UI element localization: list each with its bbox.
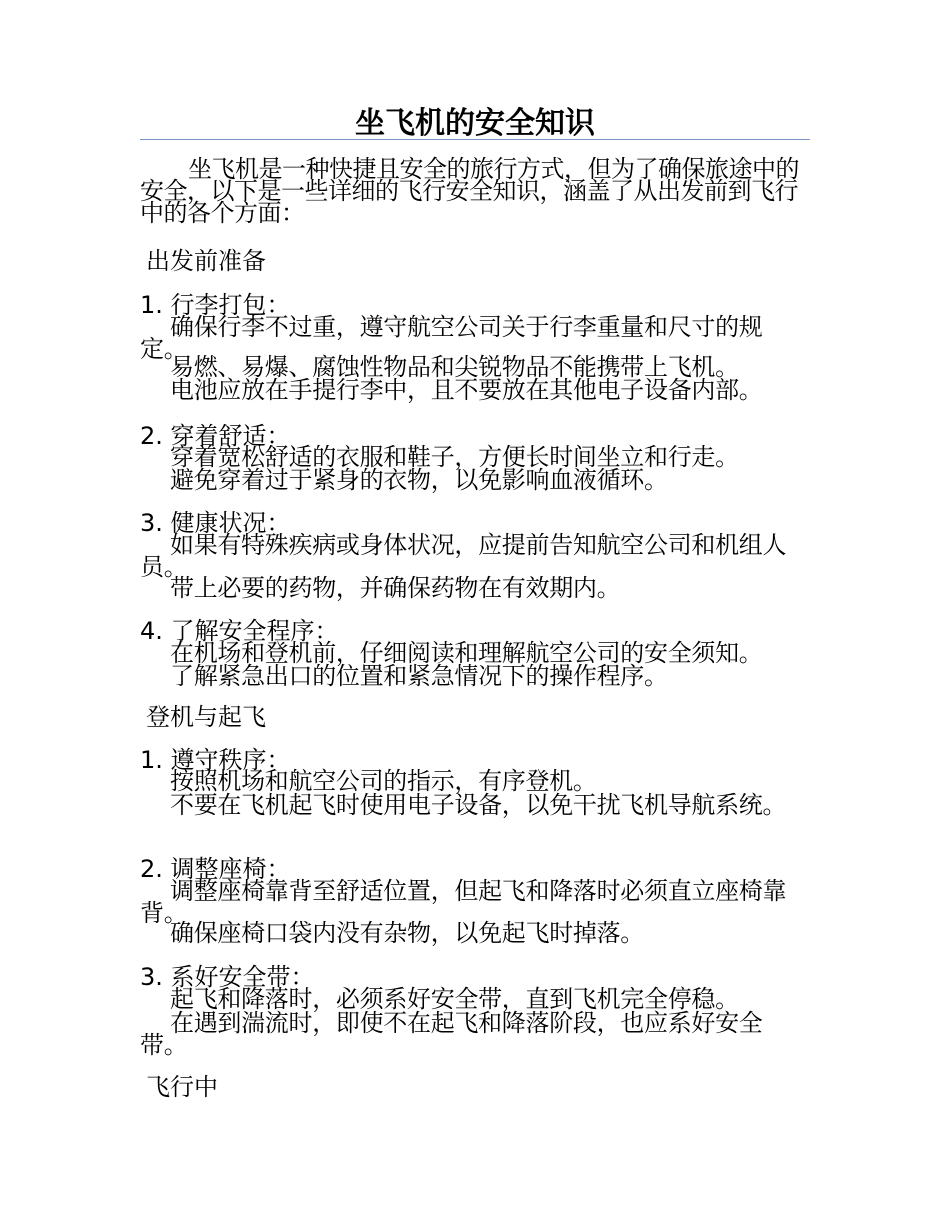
list-item-label: 4. 了解安全程序： xyxy=(140,617,339,645)
list-item-line: 调整座椅靠背至舒适位置，但起飞和降落时必须直立座椅靠背。 xyxy=(140,877,787,927)
list-item-line: 带上必要的药物，并确保药物在有效期内。 xyxy=(170,574,621,602)
list-item-line: 了解紧急出口的位置和紧急情况下的操作程序。 xyxy=(170,662,668,690)
list-item-line: 不要在飞机起飞时使用电子设备，以免干扰飞机导航系统。 xyxy=(170,791,787,819)
list-item-label: 2. 穿着舒适： xyxy=(140,422,291,450)
intro-paragraph: 坐飞机是一种快捷且安全的旅行方式，但为了确保旅途中的安全，以下是一些详细的飞行安全知识，涵盖了从出发前到飞行中的各个方面： xyxy=(140,155,799,227)
list-item-label: 3. 健康状况： xyxy=(140,509,291,537)
list-item-line: 起飞和降落时，必须系好安全带，直到飞机完全停稳。 xyxy=(170,985,739,1013)
list-item-label: 2. 调整座椅： xyxy=(140,855,291,883)
section-heading: 登机与起飞 xyxy=(146,703,266,731)
list-item-line: 穿着宽松舒适的衣服和鞋子，方便长时间坐立和行走。 xyxy=(170,443,739,471)
list-item-line: 易燃、易爆、腐蚀性物品和尖锐物品不能携带上飞机。 xyxy=(170,353,739,381)
list-item-line: 在遇到湍流时，即使不在起飞和降落阶段，也应系好安全带。 xyxy=(140,1009,763,1059)
list-item-line: 在机场和登机前，仔细阅读和理解航空公司的安全须知。 xyxy=(170,639,763,667)
section-heading: 出发前准备 xyxy=(146,247,266,275)
page-title: 坐飞机的安全知识 xyxy=(355,106,595,141)
list-item-label: 1. 行李打包： xyxy=(140,291,291,319)
title-underline xyxy=(140,139,810,140)
list-item-line: 如果有特殊疾病或身体状况，应提前告知航空公司和机组人员。 xyxy=(140,531,787,581)
list-item-line: 确保座椅口袋内没有杂物，以免起飞时掉落。 xyxy=(170,919,644,947)
list-item-line: 确保行李不过重，遵守航空公司关于行李重量和尺寸的规定。 xyxy=(140,313,763,363)
section-heading: 飞行中 xyxy=(146,1073,218,1101)
list-item-line: 电池应放在手提行李中，且不要放在其他电子设备内部。 xyxy=(170,376,763,404)
list-item-line: 按照机场和航空公司的指示，有序登机。 xyxy=(170,767,597,795)
list-item-label: 3. 系好安全带： xyxy=(140,963,315,991)
list-item-line: 避免穿着过于紧身的衣物，以免影响血液循环。 xyxy=(170,466,668,494)
list-item-label: 1. 遵守秩序： xyxy=(140,746,291,774)
